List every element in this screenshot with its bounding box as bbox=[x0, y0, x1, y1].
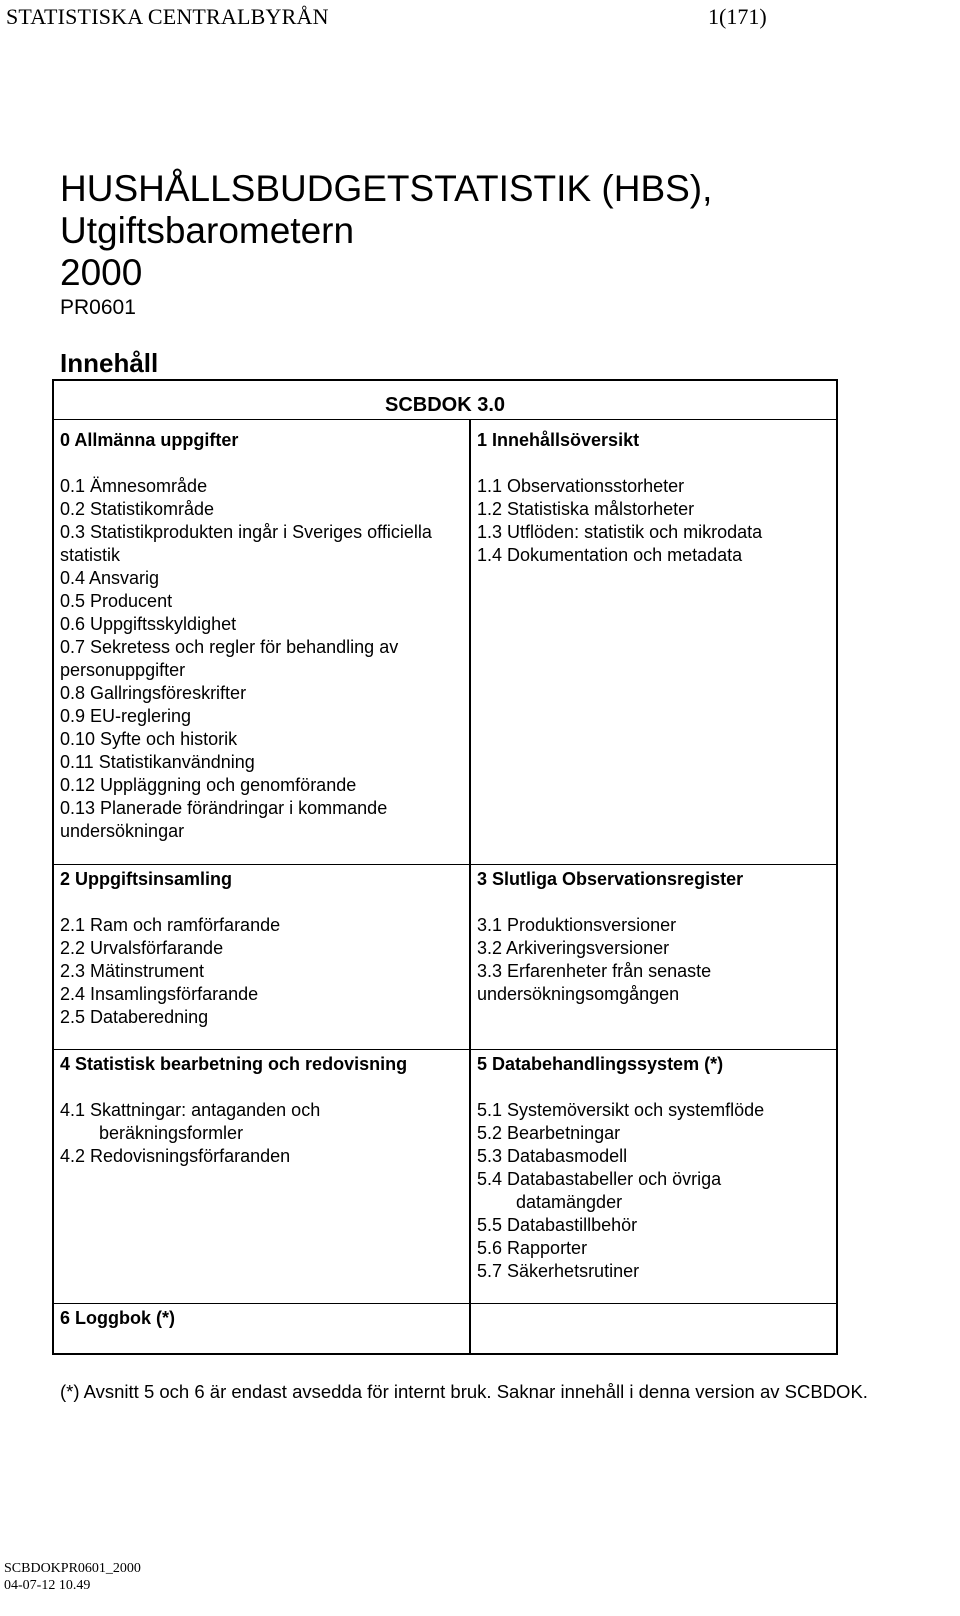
title-line-3: 2000 bbox=[60, 252, 143, 293]
section-0-heading[interactable]: 0 Allmänna uppgifter bbox=[60, 430, 239, 450]
toc-item-2-5[interactable]: 2.5 Databeredning bbox=[60, 1007, 209, 1027]
table-label: SCBDOK 3.0 bbox=[385, 394, 506, 416]
toc-item-1-1[interactable]: 1.1 Observationsstorheter bbox=[477, 476, 685, 496]
toc-item-1-2[interactable]: 1.2 Statistiska målstorheter bbox=[477, 499, 695, 519]
toc-item-3-2[interactable]: 3.2 Arkiveringsversioner bbox=[477, 938, 670, 958]
toc-item-2-3[interactable]: 2.3 Mätinstrument bbox=[60, 961, 205, 981]
section-4 bbox=[60, 1053, 465, 1168]
toc-item-2-1[interactable]: 2.1 Ram och ramförfarande bbox=[60, 915, 281, 935]
toc-item-2-2[interactable]: 2.2 Urvalsförfarande bbox=[60, 938, 224, 958]
product-code: PR0601 bbox=[60, 296, 136, 319]
toc-item-0-2[interactable]: 0.2 Statistikområde bbox=[60, 499, 215, 519]
section-5-heading[interactable]: 5 Databehandlingssystem (*) bbox=[477, 1054, 724, 1074]
section-5 bbox=[477, 1053, 832, 1283]
page-number: 1(171) bbox=[708, 4, 767, 29]
toc-item-0-12[interactable]: 0.12 Uppläggning och genomförande bbox=[60, 775, 357, 795]
section-3-heading[interactable]: 3 Slutliga Observationsregister bbox=[477, 869, 744, 889]
toc-item-5-7[interactable]: 5.7 Säkerhetsrutiner bbox=[477, 1261, 640, 1281]
title-line-1: HUSHÅLLSBUDGETSTATISTIK (HBS), bbox=[60, 168, 713, 209]
section-1 bbox=[477, 429, 832, 567]
toc-heading: Innehåll bbox=[60, 348, 159, 378]
row-divider bbox=[53, 1049, 837, 1050]
section-3 bbox=[477, 868, 807, 1006]
toc-item-3-1[interactable]: 3.1 Produktionsversioner bbox=[477, 915, 677, 935]
toc-item-0-5[interactable]: 0.5 Producent bbox=[60, 591, 173, 611]
row-divider bbox=[53, 864, 837, 865]
section-4-heading[interactable]: 4 Statistisk bearbetning och redovisning bbox=[60, 1054, 408, 1074]
section-1-heading[interactable]: 1 Innehållsöversikt bbox=[477, 430, 640, 450]
toc-item-0-3[interactable]: 0.3 Statistikprodukten ingår i Sveriges officiella statistik bbox=[60, 522, 432, 565]
section-0 bbox=[60, 429, 460, 843]
toc-item-0-11[interactable]: 0.11 Statistikanvändning bbox=[60, 752, 255, 772]
footer-timestamp: 04-07-12 10.49 bbox=[4, 1578, 91, 1593]
toc-item-5-2[interactable]: 5.2 Bearbetningar bbox=[477, 1123, 621, 1143]
toc-item-5-5[interactable]: 5.5 Databastillbehör bbox=[477, 1215, 638, 1235]
toc-item-5-6[interactable]: 5.6 Rapporter bbox=[477, 1238, 588, 1258]
toc-item-4-2[interactable]: 4.2 Redovisningsförfaranden bbox=[60, 1146, 291, 1166]
toc-item-5-1[interactable]: 5.1 Systemöversikt och systemflöde bbox=[477, 1100, 765, 1120]
toc-item-0-6[interactable]: 0.6 Uppgiftsskyldighet bbox=[60, 614, 237, 634]
toc-item-0-4[interactable]: 0.4 Ansvarig bbox=[60, 568, 160, 588]
toc-item-0-1[interactable]: 0.1 Ämnesområde bbox=[60, 476, 208, 496]
organization-name: STATISTISKA CENTRALBYRÅN bbox=[6, 4, 329, 29]
section-2 bbox=[60, 868, 460, 1029]
column-divider bbox=[469, 419, 471, 1354]
toc-item-4-1[interactable]: 4.1 Skattningar: antaganden och beräkningsformler bbox=[60, 1100, 321, 1143]
toc-item-0-7[interactable]: 0.7 Sekretess och regler för behandling av personuppgifter bbox=[60, 637, 399, 680]
toc-item-1-4[interactable]: 1.4 Dokumentation och metadata bbox=[477, 545, 743, 565]
toc-item-0-8[interactable]: 0.8 Gallringsföreskrifter bbox=[60, 683, 247, 703]
toc-item-0-13[interactable]: 0.13 Planerade förändringar i kommande undersökningar bbox=[60, 798, 388, 841]
toc-item-0-9[interactable]: 0.9 EU-reglering bbox=[60, 706, 192, 726]
page-footer bbox=[4, 1560, 141, 1594]
toc-item-1-3[interactable]: 1.3 Utflöden: statistik och mikrodata bbox=[477, 522, 763, 542]
toc-item-5-4[interactable]: 5.4 Databastabeller och övriga datamängder bbox=[477, 1169, 722, 1212]
footer-filename: SCBDOKPR0601_2000 bbox=[4, 1561, 141, 1576]
section-6 bbox=[60, 1307, 460, 1353]
toc-item-5-3[interactable]: 5.3 Databasmodell bbox=[477, 1146, 628, 1166]
toc-item-3-3[interactable]: 3.3 Erfarenheter från senaste undersökningsomgången bbox=[477, 961, 712, 1004]
section-6-heading[interactable]: 6 Loggbok (*) bbox=[60, 1308, 175, 1328]
toc-item-0-10[interactable]: 0.10 Syfte och historik bbox=[60, 729, 238, 749]
section-2-heading[interactable]: 2 Uppgiftsinsamling bbox=[60, 869, 233, 889]
title-line-2: Utgiftsbarometern bbox=[60, 210, 355, 251]
row-divider bbox=[53, 1303, 837, 1304]
footnote: (*) Avsnitt 5 och 6 är endast avsedda för internt bruk. Saknar innehåll i denna version av SCBDOK. bbox=[60, 1381, 868, 1402]
row-divider bbox=[53, 419, 837, 420]
document-title bbox=[60, 168, 712, 294]
toc-item-2-4[interactable]: 2.4 Insamlingsförfarande bbox=[60, 984, 259, 1004]
